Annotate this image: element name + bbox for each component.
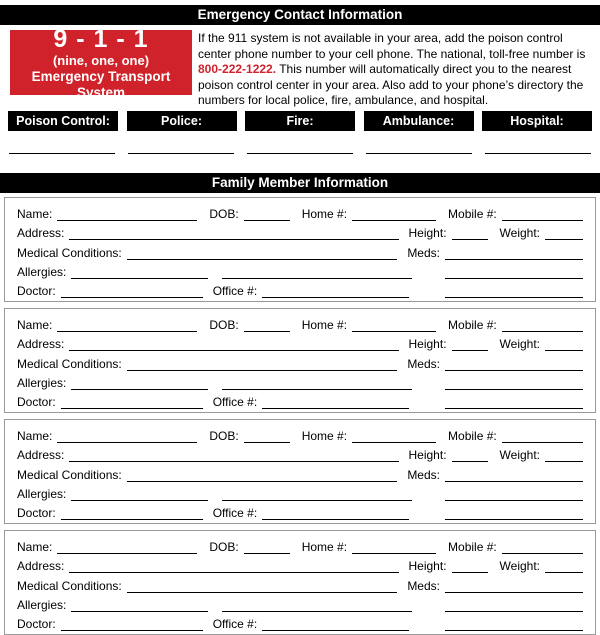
poison-control-phone-number: 800-222-1222.	[198, 62, 277, 77]
weight-label: Weight:	[499, 448, 540, 463]
home-phone-field-line[interactable]	[352, 552, 436, 554]
address-label: Address:	[17, 337, 65, 352]
poison-control-number-line[interactable]	[9, 153, 115, 154]
dob-field-line[interactable]	[244, 552, 290, 554]
office-phone-field-line[interactable]	[262, 296, 409, 298]
meds-field-line[interactable]	[445, 369, 583, 371]
mobile-phone-field-line[interactable]	[502, 441, 583, 443]
meds-continuation-line[interactable]	[445, 610, 583, 612]
address-field-line[interactable]	[69, 238, 398, 240]
meds-label: Meds:	[407, 467, 440, 482]
meds-field-line[interactable]	[445, 591, 583, 593]
medical-conditions-field-line[interactable]	[127, 480, 398, 482]
medical-conditions-label: Medical Conditions:	[17, 245, 122, 260]
intro-text-before: If the 911 system is not available in your area, add the poison control center phone number to your cell phone. The national, toll-free number is	[198, 31, 586, 61]
mobile-phone-label: Mobile #:	[448, 429, 497, 444]
emergency-contacts-write-in-row	[0, 131, 600, 154]
address-row	[17, 333, 583, 352]
dob-label: DOB:	[209, 207, 239, 222]
meds-continuation-line[interactable]	[445, 499, 583, 501]
allergies-field-line[interactable]	[71, 277, 208, 279]
home-phone-label: Home #:	[301, 207, 348, 222]
allergies-field-line[interactable]	[71, 499, 208, 501]
medical-conditions-row	[17, 574, 583, 593]
doctor-label: Doctor:	[17, 394, 56, 409]
meds-continuation-line-2[interactable]	[445, 629, 583, 631]
meds-field-line[interactable]	[445, 258, 583, 260]
doctor-row	[17, 280, 583, 299]
name-field-line[interactable]	[57, 552, 197, 554]
name-label: Name:	[17, 318, 53, 333]
height-label: Height:	[408, 337, 447, 352]
height-field-line[interactable]	[452, 460, 488, 462]
doctor-field-line[interactable]	[61, 296, 203, 298]
address-label: Address:	[17, 448, 65, 463]
height-label: Height:	[408, 226, 447, 241]
name-row	[17, 203, 583, 222]
name-label: Name:	[17, 429, 53, 444]
address-label: Address:	[17, 559, 65, 574]
doctor-label: Doctor:	[17, 283, 56, 298]
family-member-block	[4, 308, 596, 413]
mobile-phone-field-line[interactable]	[502, 330, 583, 332]
weight-label: Weight:	[499, 337, 540, 352]
contact-label-ambulance: Ambulance:	[364, 111, 474, 131]
medical-conditions-row	[17, 241, 583, 260]
allergies-label: Allergies:	[17, 486, 67, 501]
dob-field-line[interactable]	[244, 219, 290, 221]
family-member-blocks	[0, 197, 600, 635]
address-label: Address:	[17, 226, 65, 241]
emergency-contacts-label-row	[0, 111, 600, 131]
dob-label: DOB:	[209, 318, 239, 333]
meds-continuation-line-2[interactable]	[445, 407, 583, 409]
home-phone-label: Home #:	[301, 318, 348, 333]
contact-label-poison-control: Poison Control:	[8, 111, 118, 131]
allergies-row	[17, 261, 583, 280]
medical-conditions-label: Medical Conditions:	[17, 578, 122, 593]
medical-conditions-row	[17, 352, 583, 371]
address-field-line[interactable]	[69, 460, 398, 462]
doctor-field-line[interactable]	[61, 518, 203, 520]
home-phone-field-line[interactable]	[352, 441, 436, 443]
allergies-row	[17, 594, 583, 613]
office-phone-label: Office #:	[212, 505, 258, 520]
weight-label: Weight:	[499, 226, 540, 241]
mobile-phone-label: Mobile #:	[448, 207, 497, 222]
meds-continuation-line-2[interactable]	[445, 296, 583, 298]
family-member-block	[4, 419, 596, 524]
police-number-line[interactable]	[128, 153, 234, 154]
contact-label-police: Police:	[127, 111, 237, 131]
mobile-phone-label: Mobile #:	[448, 318, 497, 333]
medical-conditions-field-line[interactable]	[127, 369, 398, 371]
911-number: 9 - 1 - 1	[53, 24, 149, 53]
name-field-line[interactable]	[57, 441, 197, 443]
home-phone-field-line[interactable]	[352, 330, 436, 332]
address-field-line[interactable]	[69, 571, 398, 573]
weight-field-line[interactable]	[545, 238, 583, 240]
intro-text-after: This number will automatically direct you to the nearest poison control center in your area. Also add to your phone’s directory the numbers for local police, fire, ambulance, and hospital.	[198, 62, 584, 108]
family-member-block	[4, 197, 596, 302]
family-member-block	[4, 530, 596, 635]
dob-field-line[interactable]	[244, 330, 290, 332]
medical-conditions-label: Medical Conditions:	[17, 356, 122, 371]
meds-label: Meds:	[407, 356, 440, 371]
poison-control-paragraph	[198, 30, 596, 108]
meds-continuation-line-2[interactable]	[445, 518, 583, 520]
hospital-number-line[interactable]	[485, 153, 591, 154]
name-row	[17, 314, 583, 333]
height-field-line[interactable]	[452, 238, 488, 240]
medical-conditions-field-line[interactable]	[127, 591, 398, 593]
meds-field-line[interactable]	[445, 480, 583, 482]
weight-label: Weight:	[499, 559, 540, 574]
family-member-header: Family Member Information	[0, 173, 600, 193]
doctor-row	[17, 502, 583, 521]
allergies-continuation-line[interactable]	[222, 388, 412, 390]
doctor-field-line[interactable]	[61, 629, 203, 631]
allergies-label: Allergies:	[17, 264, 67, 279]
allergies-label: Allergies:	[17, 375, 67, 390]
meds-continuation-line[interactable]	[445, 388, 583, 390]
mobile-phone-field-line[interactable]	[502, 552, 583, 554]
intro-section	[10, 24, 596, 108]
dob-label: DOB:	[209, 540, 239, 555]
contact-label-hospital: Hospital:	[482, 111, 592, 131]
fire-number-line[interactable]	[247, 153, 353, 154]
allergies-continuation-line[interactable]	[222, 499, 412, 501]
allergies-field-line[interactable]	[71, 610, 208, 612]
name-row	[17, 536, 583, 555]
name-label: Name:	[17, 207, 53, 222]
height-field-line[interactable]	[452, 571, 488, 573]
emergency-contact-header: Emergency Contact Information	[0, 5, 600, 25]
mobile-phone-field-line[interactable]	[502, 219, 583, 221]
medical-conditions-field-line[interactable]	[127, 258, 398, 260]
home-phone-label: Home #:	[301, 540, 348, 555]
mobile-phone-label: Mobile #:	[448, 540, 497, 555]
allergies-continuation-line[interactable]	[222, 277, 412, 279]
office-phone-label: Office #:	[212, 283, 258, 298]
911-words: (nine, one, one)	[52, 53, 150, 69]
office-phone-field-line[interactable]	[262, 407, 409, 409]
meds-label: Meds:	[407, 245, 440, 260]
address-row	[17, 222, 583, 241]
allergies-continuation-line[interactable]	[222, 610, 412, 612]
ambulance-number-line[interactable]	[366, 153, 472, 154]
doctor-label: Doctor:	[17, 505, 56, 520]
address-row	[17, 555, 583, 574]
home-phone-field-line[interactable]	[352, 219, 436, 221]
height-field-line[interactable]	[452, 349, 488, 351]
office-phone-label: Office #:	[212, 394, 258, 409]
name-field-line[interactable]	[57, 219, 197, 221]
dob-label: DOB:	[209, 429, 239, 444]
address-row	[17, 444, 583, 463]
home-phone-label: Home #:	[301, 429, 348, 444]
meds-label: Meds:	[407, 578, 440, 593]
dob-field-line[interactable]	[244, 441, 290, 443]
doctor-field-line[interactable]	[61, 407, 203, 409]
office-phone-label: Office #:	[212, 616, 258, 631]
meds-continuation-line[interactable]	[445, 277, 583, 279]
address-field-line[interactable]	[69, 349, 398, 351]
allergies-label: Allergies:	[17, 597, 67, 612]
contact-label-fire: Fire:	[245, 111, 355, 131]
name-row	[17, 425, 583, 444]
office-phone-field-line[interactable]	[262, 518, 409, 520]
allergies-row	[17, 372, 583, 391]
emergency-911-box	[10, 24, 192, 100]
height-label: Height:	[408, 448, 447, 463]
doctor-row	[17, 613, 583, 632]
medical-conditions-row	[17, 463, 583, 482]
height-label: Height:	[408, 559, 447, 574]
weight-field-line[interactable]	[545, 460, 583, 462]
name-label: Name:	[17, 540, 53, 555]
medical-conditions-label: Medical Conditions:	[17, 467, 122, 482]
allergies-row	[17, 483, 583, 502]
weight-field-line[interactable]	[545, 571, 583, 573]
911-system-name: Emergency Transport System	[31, 69, 171, 100]
doctor-row	[17, 391, 583, 410]
allergies-field-line[interactable]	[71, 388, 208, 390]
doctor-label: Doctor:	[17, 616, 56, 631]
name-field-line[interactable]	[57, 330, 197, 332]
office-phone-field-line[interactable]	[262, 629, 409, 631]
weight-field-line[interactable]	[545, 349, 583, 351]
